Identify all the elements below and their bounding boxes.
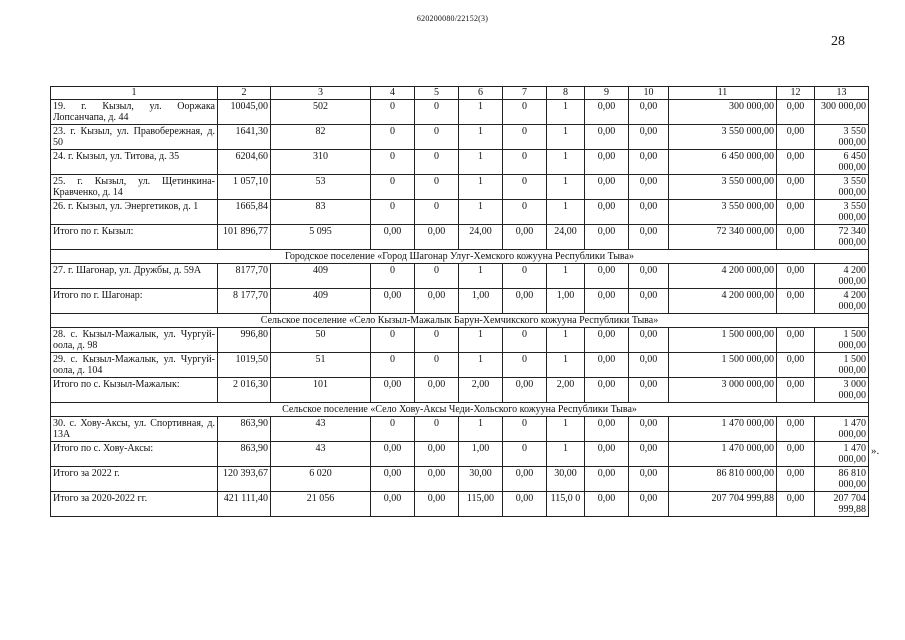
table-cell: 0 (371, 417, 415, 442)
table-cell: 2 016,30 (218, 378, 271, 403)
table-cell: 0,00 (371, 225, 415, 250)
table-cell: 51 (271, 353, 371, 378)
column-number: 3 (271, 87, 371, 100)
table-cell: 0,00 (629, 200, 669, 225)
table-cell: 0 (371, 200, 415, 225)
data-table (50, 86, 869, 517)
table-cell: 6 450 000,00 (815, 150, 869, 175)
table-cell: 0,00 (777, 492, 815, 517)
table-cell: 0,00 (629, 378, 669, 403)
table-cell: 6204,60 (218, 150, 271, 175)
table-cell: 0 (371, 125, 415, 150)
table-row (51, 100, 869, 125)
table-cell: 1 (547, 150, 585, 175)
table-cell: 409 (271, 264, 371, 289)
table-cell: 0,00 (777, 175, 815, 200)
table-cell: 0,00 (415, 225, 459, 250)
table-cell: 0,00 (585, 225, 629, 250)
table-cell: 421 111,40 (218, 492, 271, 517)
table-cell: 3 550 000,00 (815, 125, 869, 150)
row-label: Итого по г. Шагонар: (51, 289, 218, 314)
table-row (51, 175, 869, 200)
section-title: Сельское поселение «Село Кызыл-Мажалык Барун-Хемчикского кожууна Республики Тыва» (51, 314, 869, 328)
table-cell: 502 (271, 100, 371, 125)
table-cell: 3 550 000,00 (669, 200, 777, 225)
table-cell: 0,00 (585, 264, 629, 289)
table-cell: 1 (459, 328, 503, 353)
table-cell: 0,00 (371, 467, 415, 492)
table-cell: 0,00 (629, 125, 669, 150)
total-row (51, 492, 869, 517)
column-number: 13 (815, 87, 869, 100)
section-title: Городское поселение «Город Шагонар Улуг-Хемского кожууна Республики Тыва» (51, 250, 869, 264)
table-cell: 1665,84 (218, 200, 271, 225)
table-row (51, 353, 869, 378)
table-cell: 0,00 (585, 492, 629, 517)
table-cell: 0,00 (777, 225, 815, 250)
total-row (51, 289, 869, 314)
table-cell: 0,00 (629, 100, 669, 125)
table-cell: 1 (547, 200, 585, 225)
table-cell: 0,00 (777, 200, 815, 225)
table-cell: 8 177,70 (218, 289, 271, 314)
table-row (51, 200, 869, 225)
table-cell: 1 (459, 353, 503, 378)
section-header-row (51, 403, 869, 417)
row-label: 26. г. Кызыл, ул. Энергетиков, д. 1 (51, 200, 218, 225)
table-cell: 0,00 (777, 150, 815, 175)
table-cell: 0,00 (777, 467, 815, 492)
table-cell: 2,00 (547, 378, 585, 403)
table-row (51, 328, 869, 353)
table-cell: 1 470 000,00 (669, 417, 777, 442)
table-cell: 0 (371, 264, 415, 289)
table-cell: 1 (547, 175, 585, 200)
column-number: 12 (777, 87, 815, 100)
table-cell: 1 (547, 125, 585, 150)
column-number: 5 (415, 87, 459, 100)
column-number: 6 (459, 87, 503, 100)
table-cell: 6 020 (271, 467, 371, 492)
table-cell: 300 000,00 (669, 100, 777, 125)
row-label: 24. г. Кызыл, ул. Титова, д. 35 (51, 150, 218, 175)
row-label: Итого по г. Кызыл: (51, 225, 218, 250)
table-cell: 1 (459, 125, 503, 150)
table-cell: 0,00 (503, 492, 547, 517)
table-cell: 86 810 000,00 (669, 467, 777, 492)
total-row (51, 225, 869, 250)
total-row (51, 467, 869, 492)
table-cell: 1 500 000,00 (815, 353, 869, 378)
table-cell: 0,00 (629, 328, 669, 353)
column-number: 4 (371, 87, 415, 100)
closing-quote: ». (871, 445, 880, 457)
table-cell: 1 (547, 264, 585, 289)
table-cell: 0,00 (777, 378, 815, 403)
table-cell: 0 (503, 417, 547, 442)
table-cell: 0 (371, 175, 415, 200)
table-cell: 0,00 (371, 442, 415, 467)
table-cell: 1 (459, 200, 503, 225)
table-cell: 0,00 (585, 150, 629, 175)
table-cell: 101 896,77 (218, 225, 271, 250)
table-cell: 0,00 (371, 492, 415, 517)
table-cell: 43 (271, 442, 371, 467)
table-cell: 1 (459, 417, 503, 442)
table-row (51, 125, 869, 150)
table-cell: 0,00 (503, 289, 547, 314)
table-cell: 115,0 0 (547, 492, 585, 517)
column-number: 1 (51, 87, 218, 100)
table-cell: 0 (415, 150, 459, 175)
row-label: 25. г. Кызыл, ул. Щетинкина-Кравченко, д. 14 (51, 175, 218, 200)
table-cell: 1 (459, 264, 503, 289)
column-number: 2 (218, 87, 271, 100)
table-cell: 0,00 (415, 467, 459, 492)
table-cell: 1 (547, 100, 585, 125)
row-label: 29. с. Кызыл-Мажалык, ул. Чургуй-оола, д. 104 (51, 353, 218, 378)
section-header-row (51, 314, 869, 328)
total-row (51, 378, 869, 403)
table-cell: 3 550 000,00 (815, 175, 869, 200)
table-cell: 0 (415, 200, 459, 225)
table-cell: 1019,50 (218, 353, 271, 378)
table-cell: 0,00 (585, 175, 629, 200)
table-cell: 0,00 (371, 289, 415, 314)
table-cell: 310 (271, 150, 371, 175)
table-cell: 50 (271, 328, 371, 353)
table-cell: 0,00 (629, 467, 669, 492)
table-cell: 207 704 999,88 (669, 492, 777, 517)
table-cell: 0,00 (777, 289, 815, 314)
table-cell: 863,90 (218, 442, 271, 467)
table-cell: 4 200 000,00 (669, 289, 777, 314)
table-cell: 3 000 000,00 (669, 378, 777, 403)
table-cell: 0,00 (415, 492, 459, 517)
table-cell: 1 (547, 417, 585, 442)
table-cell: 0,00 (777, 125, 815, 150)
table-cell: 0 (503, 150, 547, 175)
table-cell: 72 340 000,00 (815, 225, 869, 250)
table-cell: 21 056 (271, 492, 371, 517)
table-cell: 72 340 000,00 (669, 225, 777, 250)
row-label: 30. с. Хову-Аксы, ул. Спортивная, д. 13А (51, 417, 218, 442)
table-cell: 4 200 000,00 (815, 264, 869, 289)
row-label: 23. г. Кызыл, ул. Правобережная, д. 50 (51, 125, 218, 150)
table-cell: 0,00 (777, 442, 815, 467)
table-cell: 300 000,00 (815, 100, 869, 125)
table-cell: 0,00 (585, 417, 629, 442)
table-cell: 1 (459, 175, 503, 200)
table-cell: 0 (415, 125, 459, 150)
table-cell: 0,00 (503, 467, 547, 492)
column-number: 9 (585, 87, 629, 100)
table-cell: 86 810 000,00 (815, 467, 869, 492)
table-cell: 2,00 (459, 378, 503, 403)
table-cell: 24,00 (459, 225, 503, 250)
table-cell: 1 (547, 328, 585, 353)
row-label: 19. г. Кызыл, ул. Ооржака Лопсанчапа, д. 44 (51, 100, 218, 125)
column-number: 7 (503, 87, 547, 100)
table-cell: 0 (503, 175, 547, 200)
column-number: 10 (629, 87, 669, 100)
table-row (51, 264, 869, 289)
table-cell: 10045,00 (218, 100, 271, 125)
table-cell: 101 (271, 378, 371, 403)
table-cell: 1 500 000,00 (669, 353, 777, 378)
table-cell: 1 (547, 442, 585, 467)
table-row (51, 150, 869, 175)
table-cell: 0 (503, 353, 547, 378)
table-cell: 30,00 (459, 467, 503, 492)
table-cell: 0,00 (415, 289, 459, 314)
table-cell: 8177,70 (218, 264, 271, 289)
table-cell: 1 470 000,00 (815, 442, 869, 467)
table-cell: 0,00 (777, 264, 815, 289)
table-cell: 3 550 000,00 (669, 175, 777, 200)
row-label: Итого по с. Хову-Аксы: (51, 442, 218, 467)
table-cell: 0,00 (585, 467, 629, 492)
column-number-row (51, 87, 869, 100)
table-cell: 0,00 (585, 200, 629, 225)
table-cell: 0 (415, 328, 459, 353)
row-label: 27. г. Шагонар, ул. Дружбы, д. 59А (51, 264, 218, 289)
table-cell: 53 (271, 175, 371, 200)
table-cell: 0,00 (503, 378, 547, 403)
table-cell: 0 (503, 200, 547, 225)
table-cell: 0,00 (629, 264, 669, 289)
table-cell: 409 (271, 289, 371, 314)
table-cell: 1 057,10 (218, 175, 271, 200)
table-cell: 4 200 000,00 (669, 264, 777, 289)
table-cell: 0,00 (585, 378, 629, 403)
document-id: 620200080/22152(3) (416, 14, 489, 23)
table-cell: 0,00 (777, 100, 815, 125)
table-cell: 115,00 (459, 492, 503, 517)
table-cell: 3 000 000,00 (815, 378, 869, 403)
table-cell: 1 470 000,00 (815, 417, 869, 442)
table-cell: 120 393,67 (218, 467, 271, 492)
table-cell: 0 (415, 175, 459, 200)
table-cell: 0,00 (585, 125, 629, 150)
table-cell: 24,00 (547, 225, 585, 250)
table-cell: 0,00 (777, 417, 815, 442)
table-cell: 0 (415, 100, 459, 125)
table-cell: 0 (371, 150, 415, 175)
table-cell: 0,00 (585, 289, 629, 314)
table-cell: 0 (503, 442, 547, 467)
total-row (51, 442, 869, 467)
table-cell: 0 (503, 328, 547, 353)
table-cell: 0,00 (585, 353, 629, 378)
table-cell: 30,00 (547, 467, 585, 492)
section-header-row (51, 250, 869, 264)
table-cell: 1 500 000,00 (815, 328, 869, 353)
table-cell: 1,00 (459, 442, 503, 467)
table-cell: 0,00 (629, 492, 669, 517)
table-cell: 1 500 000,00 (669, 328, 777, 353)
table-cell: 207 704 999,88 (815, 492, 869, 517)
table-cell: 0,00 (371, 378, 415, 403)
table-cell: 0,00 (629, 289, 669, 314)
column-number: 11 (669, 87, 777, 100)
table-cell: 4 200 000,00 (815, 289, 869, 314)
table-cell: 0,00 (777, 328, 815, 353)
table-cell: 0 (415, 417, 459, 442)
table-cell: 1 (459, 150, 503, 175)
table-cell: 1 470 000,00 (669, 442, 777, 467)
table-cell: 0 (371, 328, 415, 353)
table-cell: 0,00 (629, 150, 669, 175)
table-cell: 6 450 000,00 (669, 150, 777, 175)
table-cell: 1,00 (547, 289, 585, 314)
table-cell: 0,00 (585, 442, 629, 467)
row-label: Итого за 2020-2022 гг. (51, 492, 218, 517)
table-cell: 0 (503, 125, 547, 150)
table-cell: 5 095 (271, 225, 371, 250)
table-cell: 82 (271, 125, 371, 150)
table-cell: 1 (547, 353, 585, 378)
table-cell: 0 (415, 353, 459, 378)
table-cell: 1 (459, 100, 503, 125)
table-cell: 0,00 (629, 353, 669, 378)
table-cell: 83 (271, 200, 371, 225)
table-cell: 0,00 (629, 225, 669, 250)
table-cell: 0,00 (777, 353, 815, 378)
table-cell: 996,80 (218, 328, 271, 353)
table-cell: 0 (371, 353, 415, 378)
table-cell: 863,90 (218, 417, 271, 442)
section-title: Сельское поселение «Село Хову-Аксы Чеди-Хольского кожууна Республики Тыва» (51, 403, 869, 417)
table-cell: 0,00 (629, 442, 669, 467)
table-cell: 0,00 (415, 442, 459, 467)
table-cell: 0 (415, 264, 459, 289)
table-cell: 0,00 (503, 225, 547, 250)
table-cell: 0,00 (629, 175, 669, 200)
table-cell: 0,00 (585, 100, 629, 125)
table-cell: 3 550 000,00 (815, 200, 869, 225)
table-cell: 3 550 000,00 (669, 125, 777, 150)
table-cell: 43 (271, 417, 371, 442)
table-cell: 0,00 (629, 417, 669, 442)
table-cell: 0 (503, 264, 547, 289)
page-number: 28 (831, 34, 845, 49)
table-cell: 0,00 (585, 328, 629, 353)
table-cell: 1641,30 (218, 125, 271, 150)
table-cell: 0 (503, 100, 547, 125)
column-number: 8 (547, 87, 585, 100)
table-cell: 0 (371, 100, 415, 125)
row-label: 28. с. Кызыл-Мажалык, ул. Чургуй-оола, д. 98 (51, 328, 218, 353)
row-label: Итого по с. Кызыл-Мажалык: (51, 378, 218, 403)
row-label: Итого за 2022 г. (51, 467, 218, 492)
table-cell: 1,00 (459, 289, 503, 314)
table-cell: 0,00 (415, 378, 459, 403)
table-row (51, 417, 869, 442)
